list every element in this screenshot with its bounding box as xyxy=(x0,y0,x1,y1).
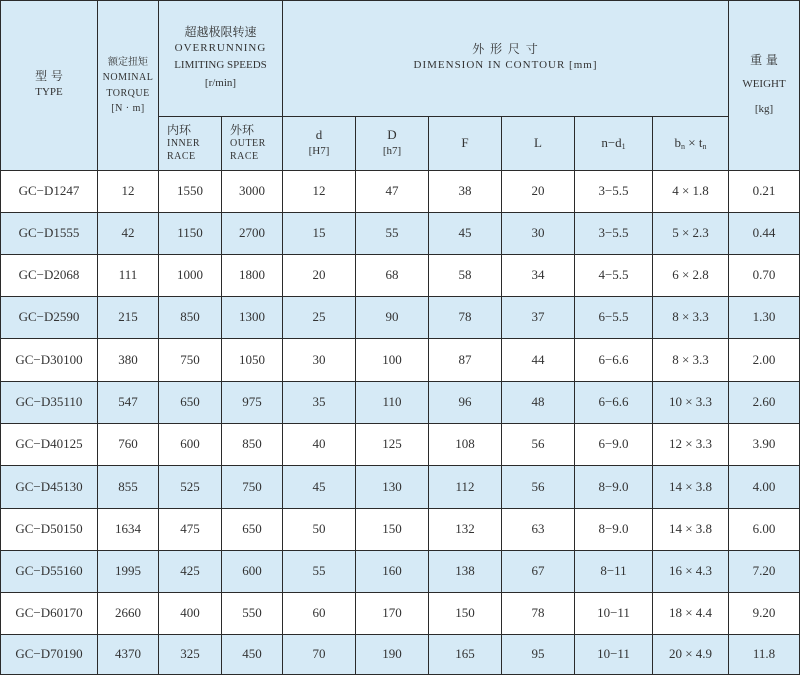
cell-D: 55 xyxy=(356,213,429,255)
table-row xyxy=(1,509,800,551)
cell-nd: 6−6.6 xyxy=(575,339,653,382)
outer-label-zh: 外环 xyxy=(230,123,255,137)
cell-F: 78 xyxy=(429,297,502,339)
table-row xyxy=(1,171,800,213)
cell-D: 90 xyxy=(356,297,429,339)
cell-D: 68 xyxy=(356,255,429,297)
cell-torque: 42 xyxy=(98,213,159,255)
weight-unit: [kg] xyxy=(754,103,774,115)
cell-torque: 12 xyxy=(98,171,159,213)
cell-type: GC−D50150 xyxy=(1,509,98,551)
cell-nd: 8−11 xyxy=(575,551,653,593)
cell-d: 60 xyxy=(283,593,356,635)
cell-bt: 5 × 2.3 xyxy=(653,213,729,255)
col-header-L xyxy=(502,117,575,171)
cell-bt: 18 × 4.4 xyxy=(653,593,729,635)
cell-inner: 850 xyxy=(159,297,222,339)
D-label: D xyxy=(387,126,397,142)
cell-type: GC−D35110 xyxy=(1,382,98,424)
table-body xyxy=(1,171,800,675)
cell-bt: 4 × 1.8 xyxy=(653,171,729,213)
cell-outer: 2700 xyxy=(222,213,283,255)
cell-torque: 4370 xyxy=(98,635,159,675)
cell-torque: 1634 xyxy=(98,509,159,551)
speed-unit: [r/min] xyxy=(204,76,237,89)
col-header-bt xyxy=(653,117,729,171)
speed-label-en-2: LIMITING SPEEDS xyxy=(174,59,267,72)
cell-torque: 111 xyxy=(98,255,159,297)
cell-outer: 600 xyxy=(222,551,283,593)
cell-inner: 1000 xyxy=(159,255,222,297)
L-label: L xyxy=(534,135,542,151)
cell-D: 190 xyxy=(356,635,429,675)
table-row xyxy=(1,635,800,675)
col-header-inner xyxy=(159,117,222,171)
cell-torque: 1995 xyxy=(98,551,159,593)
cell-outer: 450 xyxy=(222,635,283,675)
torque-label-en-2: TORQUE xyxy=(106,87,150,99)
cell-bt: 12 × 3.3 xyxy=(653,424,729,466)
cell-nd: 8−9.0 xyxy=(575,466,653,509)
cell-type: GC−D60170 xyxy=(1,593,98,635)
cell-d: 45 xyxy=(283,466,356,509)
col-header-D xyxy=(356,117,429,171)
table-row xyxy=(1,213,800,255)
table-row xyxy=(1,466,800,509)
cell-d: 20 xyxy=(283,255,356,297)
cell-type: GC−D1247 xyxy=(1,171,98,213)
dimension-label-en: DIMENSION IN CONTOUR [mm] xyxy=(413,59,598,72)
cell-F: 138 xyxy=(429,551,502,593)
speed-label-en-1: OVERRUNNING xyxy=(174,42,267,55)
cell-nd: 3−5.5 xyxy=(575,171,653,213)
cell-weight: 4.00 xyxy=(729,466,800,509)
cell-weight: 6.00 xyxy=(729,509,800,551)
cell-torque: 760 xyxy=(98,424,159,466)
cell-outer: 550 xyxy=(222,593,283,635)
cell-D: 47 xyxy=(356,171,429,213)
bt-subscript-2: n xyxy=(702,142,707,151)
col-header-weight xyxy=(729,1,800,171)
col-header-F xyxy=(429,117,502,171)
cell-D: 130 xyxy=(356,466,429,509)
type-label-zh: 型 号 xyxy=(35,69,63,84)
cell-L: 34 xyxy=(502,255,575,297)
cell-D: 110 xyxy=(356,382,429,424)
nd-subscript: 1 xyxy=(621,142,626,151)
cell-d: 25 xyxy=(283,297,356,339)
cell-bt: 8 × 3.3 xyxy=(653,339,729,382)
weight-label-en: WEIGHT xyxy=(742,77,786,90)
cell-inner: 650 xyxy=(159,382,222,424)
type-label-en: TYPE xyxy=(35,86,63,99)
cell-d: 50 xyxy=(283,509,356,551)
speed-label-zh: 超越极限转速 xyxy=(184,25,257,40)
cell-L: 95 xyxy=(502,635,575,675)
table-header xyxy=(1,1,800,171)
F-label: F xyxy=(461,135,469,151)
torque-label-en-1: NOMINAL xyxy=(102,72,154,83)
cell-d: 12 xyxy=(283,171,356,213)
col-header-speed xyxy=(159,1,283,117)
cell-L: 56 xyxy=(502,466,575,509)
cell-weight: 0.44 xyxy=(729,213,800,255)
cell-outer: 3000 xyxy=(222,171,283,213)
cell-nd: 6−5.5 xyxy=(575,297,653,339)
D-tolerance: [h7] xyxy=(382,145,402,158)
cell-nd: 3−5.5 xyxy=(575,213,653,255)
cell-F: 96 xyxy=(429,382,502,424)
inner-label-en-1: INNER xyxy=(167,138,201,149)
cell-L: 30 xyxy=(502,213,575,255)
cell-inner: 325 xyxy=(159,635,222,675)
col-header-outer xyxy=(222,117,283,171)
cell-bt: 14 × 3.8 xyxy=(653,509,729,551)
cell-weight: 3.90 xyxy=(729,424,800,466)
cell-d: 70 xyxy=(283,635,356,675)
cell-D: 100 xyxy=(356,339,429,382)
cell-L: 20 xyxy=(502,171,575,213)
cell-D: 170 xyxy=(356,593,429,635)
table-row xyxy=(1,593,800,635)
cell-outer: 1300 xyxy=(222,297,283,339)
cell-nd: 4−5.5 xyxy=(575,255,653,297)
cell-F: 45 xyxy=(429,213,502,255)
dimension-label-zh: 外 形 尺 寸 xyxy=(472,42,539,57)
table-row xyxy=(1,255,800,297)
bt-subscript-1: n xyxy=(681,142,686,151)
cell-d: 40 xyxy=(283,424,356,466)
cell-nd: 6−6.6 xyxy=(575,382,653,424)
cell-L: 37 xyxy=(502,297,575,339)
cell-bt: 14 × 3.8 xyxy=(653,466,729,509)
cell-F: 150 xyxy=(429,593,502,635)
bt-label-b: b xyxy=(674,135,682,150)
cell-F: 38 xyxy=(429,171,502,213)
col-header-torque xyxy=(98,1,159,171)
cell-weight: 0.70 xyxy=(729,255,800,297)
cell-outer: 750 xyxy=(222,466,283,509)
cell-inner: 475 xyxy=(159,509,222,551)
cell-L: 67 xyxy=(502,551,575,593)
cell-type: GC−D1555 xyxy=(1,213,98,255)
cell-bt: 20 × 4.9 xyxy=(653,635,729,675)
cell-type: GC−D70190 xyxy=(1,635,98,675)
cell-bt: 8 × 3.3 xyxy=(653,297,729,339)
table-row xyxy=(1,297,800,339)
bt-label-t: × t xyxy=(685,135,703,150)
cell-weight: 11.8 xyxy=(729,635,800,675)
cell-inner: 750 xyxy=(159,339,222,382)
col-header-nd xyxy=(575,117,653,171)
cell-outer: 650 xyxy=(222,509,283,551)
table-row xyxy=(1,551,800,593)
cell-weight: 7.20 xyxy=(729,551,800,593)
cell-L: 44 xyxy=(502,339,575,382)
cell-L: 63 xyxy=(502,509,575,551)
cell-torque: 2660 xyxy=(98,593,159,635)
cell-weight: 1.30 xyxy=(729,297,800,339)
torque-unit: [N · m] xyxy=(111,103,145,114)
outer-label-en-2: RACE xyxy=(230,150,259,162)
cell-outer: 975 xyxy=(222,382,283,424)
cell-nd: 8−9.0 xyxy=(575,509,653,551)
cell-outer: 1050 xyxy=(222,339,283,382)
cell-torque: 547 xyxy=(98,382,159,424)
cell-F: 132 xyxy=(429,509,502,551)
cell-weight: 9.20 xyxy=(729,593,800,635)
outer-label-en-1: OUTER xyxy=(230,138,266,149)
inner-label-zh: 内环 xyxy=(167,123,192,137)
cell-outer: 1800 xyxy=(222,255,283,297)
cell-inner: 600 xyxy=(159,424,222,466)
cell-type: GC−D30100 xyxy=(1,339,98,382)
cell-inner: 1550 xyxy=(159,171,222,213)
cell-type: GC−D2590 xyxy=(1,297,98,339)
d-label: d xyxy=(315,126,323,142)
cell-F: 112 xyxy=(429,466,502,509)
cell-weight: 2.60 xyxy=(729,382,800,424)
nd-label: n−d xyxy=(601,135,622,150)
torque-label-zh: 额定扭矩 xyxy=(108,56,148,68)
table-row xyxy=(1,424,800,466)
cell-nd: 10−11 xyxy=(575,593,653,635)
table-row xyxy=(1,382,800,424)
table-row xyxy=(1,339,800,382)
cell-F: 165 xyxy=(429,635,502,675)
cell-torque: 380 xyxy=(98,339,159,382)
cell-outer: 850 xyxy=(222,424,283,466)
cell-D: 150 xyxy=(356,509,429,551)
col-header-type xyxy=(1,1,98,171)
weight-label-zh: 重 量 xyxy=(750,52,778,67)
cell-type: GC−D55160 xyxy=(1,551,98,593)
col-header-dimension xyxy=(283,1,729,117)
cell-D: 160 xyxy=(356,551,429,593)
cell-D: 125 xyxy=(356,424,429,466)
cell-inner: 425 xyxy=(159,551,222,593)
cell-L: 78 xyxy=(502,593,575,635)
col-header-d xyxy=(283,117,356,171)
cell-torque: 855 xyxy=(98,466,159,509)
cell-type: GC−D45130 xyxy=(1,466,98,509)
cell-nd: 6−9.0 xyxy=(575,424,653,466)
cell-d: 30 xyxy=(283,339,356,382)
cell-nd: 10−11 xyxy=(575,635,653,675)
cell-d: 35 xyxy=(283,382,356,424)
cell-F: 87 xyxy=(429,339,502,382)
d-tolerance: [H7] xyxy=(308,145,330,158)
cell-F: 58 xyxy=(429,255,502,297)
cell-bt: 6 × 2.8 xyxy=(653,255,729,297)
cell-type: GC−D2068 xyxy=(1,255,98,297)
cell-type: GC−D40125 xyxy=(1,424,98,466)
cell-L: 56 xyxy=(502,424,575,466)
cell-F: 108 xyxy=(429,424,502,466)
cell-d: 15 xyxy=(283,213,356,255)
cell-L: 48 xyxy=(502,382,575,424)
cell-inner: 400 xyxy=(159,593,222,635)
cell-torque: 215 xyxy=(98,297,159,339)
cell-weight: 0.21 xyxy=(729,171,800,213)
cell-bt: 10 × 3.3 xyxy=(653,382,729,424)
cell-inner: 1150 xyxy=(159,213,222,255)
cell-inner: 525 xyxy=(159,466,222,509)
cell-d: 55 xyxy=(283,551,356,593)
inner-label-en-2: RACE xyxy=(167,150,196,162)
cell-bt: 16 × 4.3 xyxy=(653,551,729,593)
cell-weight: 2.00 xyxy=(729,339,800,382)
